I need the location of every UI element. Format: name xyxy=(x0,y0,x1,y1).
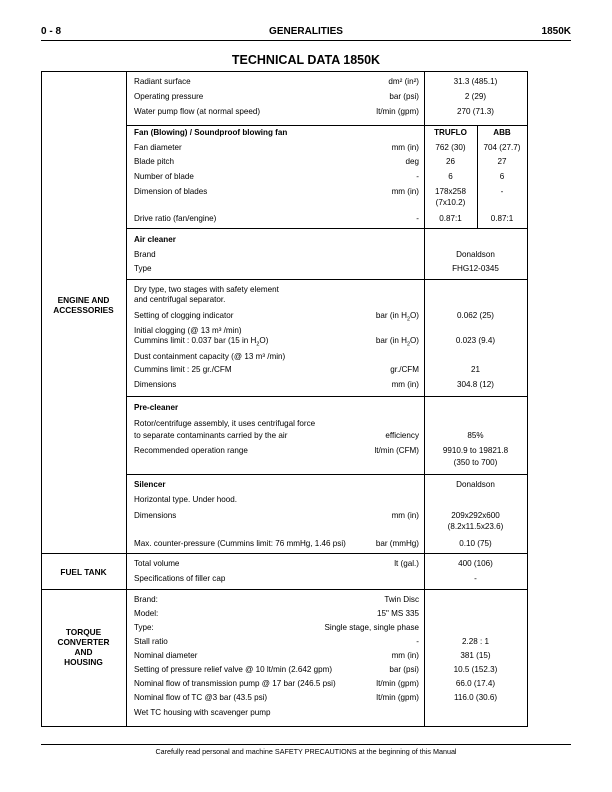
table-border xyxy=(41,71,528,72)
table-border xyxy=(126,125,528,126)
row-label: Setting of clogging indicator xyxy=(134,311,234,320)
fan-heading: Fan (Blowing) / Soundproof blowing fan xyxy=(134,128,288,137)
table-border xyxy=(424,71,425,726)
row-unit: mm (in) xyxy=(391,187,419,196)
row-unit: - xyxy=(416,172,419,181)
row-label: Blade pitch xyxy=(134,157,175,166)
row-value: 2 (29) xyxy=(464,92,487,101)
row-label: Drive ratio (fan/engine) xyxy=(134,214,217,223)
row-value: (350 to 700) xyxy=(453,458,498,467)
row-unit: bar (in $H_2O$) xyxy=(375,336,419,348)
row-value: FHG12-0345 xyxy=(452,264,499,273)
row-value: 26 xyxy=(445,157,455,166)
row-unit: bar (psi) xyxy=(389,92,419,101)
row-unit: - xyxy=(416,214,419,223)
row-label: Fan diameter xyxy=(134,143,182,152)
row-value: 116.0 (30.6) xyxy=(453,693,498,702)
row-label: Specifications of filler cap xyxy=(134,574,226,583)
row-label: Nominal diameter xyxy=(134,651,198,660)
row-label: Number of blade xyxy=(134,172,194,181)
row-label: Wet TC housing with scavenger pump xyxy=(134,708,271,717)
row-label: Stall ratio xyxy=(134,637,168,646)
row-label: Type: xyxy=(134,623,154,632)
row-unit: lt (gal.) xyxy=(394,559,419,568)
row-label: Dry type, two stages with safety element xyxy=(134,285,279,294)
row-label: Initial clogging (@ 13 m³ /min) xyxy=(134,326,242,335)
row-unit: bar (mmHg) xyxy=(375,539,419,548)
row-label: Dimension of blades xyxy=(134,187,208,196)
table-border xyxy=(41,553,528,554)
fan-col-abb: ABB xyxy=(493,128,511,137)
page-title: TECHNICAL DATA 1850K xyxy=(231,53,381,67)
table-border xyxy=(126,279,528,280)
row-value: Donaldson xyxy=(456,480,495,489)
fan-col-truflo: TRUFLO xyxy=(434,128,467,137)
row-value: 0.023 (9.4) xyxy=(455,336,496,345)
row-value: 762 (30) xyxy=(435,143,466,152)
row-unit: dm² (in²) xyxy=(388,77,419,86)
row-label: Cummins limit : 25 gr./CFM xyxy=(134,365,232,374)
row-value: 9910.9 to 19821.8 xyxy=(442,446,509,455)
row-label: Model: xyxy=(134,609,159,618)
chapter-title: GENERALITIES xyxy=(269,26,343,37)
row-label: Nominal flow of TC @3 bar (43.5 psi) xyxy=(134,693,268,702)
row-label: Type xyxy=(134,264,152,273)
table-border xyxy=(126,396,528,397)
row-value: Donaldson xyxy=(456,250,495,259)
footer-rule xyxy=(41,744,571,745)
row-unit: - xyxy=(416,637,419,646)
row-value: Single stage, single phase xyxy=(324,623,419,632)
row-value: 31.3 (485.1) xyxy=(453,77,498,86)
row-label: Nominal flow of transmission pump @ 17 bar (246.5 psi) xyxy=(134,679,336,688)
row-value: 304.8 (12) xyxy=(457,380,494,389)
row-value: 400 (106) xyxy=(458,559,493,568)
row-value: 209x292x600 xyxy=(451,511,500,520)
row-value: 0.10 (75) xyxy=(459,539,492,548)
row-unit: lt/min (gpm) xyxy=(376,693,419,702)
row-value: 66.0 (17.4) xyxy=(455,679,496,688)
row-label: Radiant surface xyxy=(134,77,191,86)
row-value: - xyxy=(474,574,477,583)
row-value: (7x10.2) xyxy=(435,198,466,207)
row-value: 0.062 (25) xyxy=(457,311,494,320)
table-border xyxy=(126,228,528,229)
table-border xyxy=(126,474,528,475)
header-rule xyxy=(41,40,571,41)
row-value: 0.87:1 xyxy=(490,214,514,223)
row-label: Brand xyxy=(134,250,156,259)
row-unit: lt/min (gpm) xyxy=(376,679,419,688)
row-label: Max. counter-pressure (Cummins limit: 76 mmHg, 1.46 psi) xyxy=(134,539,346,548)
row-value: 2.28 : 1 xyxy=(461,637,489,646)
row-unit: deg xyxy=(405,157,419,166)
row-value: (8.2x11.5x23.6) xyxy=(447,522,504,531)
row-unit: lt/min (gpm) xyxy=(376,107,419,116)
row-unit: gr./CFM xyxy=(390,365,419,374)
row-value: 6 xyxy=(499,172,505,181)
row-label: Cummins limit : 0.037 bar (15 in $H_2O$) xyxy=(134,336,269,348)
row-unit: efficiency xyxy=(385,431,419,440)
row-label: to separate contaminants carried by the air xyxy=(134,431,288,440)
section-engine: ENGINE AND ACCESSORIES xyxy=(53,295,114,315)
row-value: 0.87:1 xyxy=(439,214,462,223)
row-unit: lt/min (CFM) xyxy=(374,446,419,455)
row-unit: mm (in) xyxy=(391,380,419,389)
row-label: Rotor/centrifuge assembly, it uses centrifugal force xyxy=(134,419,316,428)
row-label: Dimensions xyxy=(134,511,177,520)
section-fuel: FUEL TANK xyxy=(60,567,107,577)
row-value: 704 (27.7) xyxy=(483,143,521,152)
footer-note: Carefully read personal and machine SAFETY PRECAUTIONS at the beginning of this Manual xyxy=(155,747,457,756)
section-torque: TORQUE CONVERTER AND HOUSING xyxy=(57,627,110,667)
row-value: 15" MS 335 xyxy=(376,609,419,618)
table-border xyxy=(41,589,528,590)
air-cleaner-heading: Air cleaner xyxy=(134,235,176,244)
row-value: Twin Disc xyxy=(384,595,419,604)
row-label: Brand: xyxy=(134,595,158,604)
table-border xyxy=(126,71,127,726)
table-border xyxy=(527,71,528,726)
row-label: Total volume xyxy=(134,559,180,568)
row-value: 21 xyxy=(470,365,480,374)
row-label: Recommended operation range xyxy=(134,446,248,455)
row-label: and centrifugal separator. xyxy=(134,295,226,304)
row-value: 178x258 xyxy=(434,187,467,196)
row-label: Setting of pressure relief valve @ 10 lt/min (2.642 gpm) xyxy=(134,665,333,674)
row-value: 270 (71.3) xyxy=(457,107,494,116)
model-code: 1850K xyxy=(541,26,571,37)
row-value: 10.5 (152.3) xyxy=(453,665,498,674)
row-value: 27 xyxy=(497,157,507,166)
row-value: - xyxy=(500,187,504,196)
row-label: Dust containment capacity (@ 13 m³ /min) xyxy=(134,352,286,361)
row-label: Horizontal type. Under hood. xyxy=(134,495,238,504)
row-value: 381 (15) xyxy=(460,651,491,660)
precleaner-heading: Pre-cleaner xyxy=(134,403,179,412)
row-value: 85% xyxy=(467,431,484,440)
row-unit: bar (in $H_2O$) xyxy=(375,311,419,323)
row-value: 6 xyxy=(448,172,453,181)
row-label: Operating pressure xyxy=(134,92,204,101)
table-border xyxy=(41,726,528,727)
row-unit: mm (in) xyxy=(391,143,419,152)
row-label: Dimensions xyxy=(134,380,177,389)
row-unit: bar (psi) xyxy=(389,665,419,674)
row-unit: mm (in) xyxy=(391,651,419,660)
row-label: Water pump flow (at normal speed) xyxy=(134,107,261,116)
row-unit: mm (in) xyxy=(391,511,419,520)
page-number: 0 - 8 xyxy=(41,26,62,37)
silencer-heading: Silencer xyxy=(134,480,166,489)
